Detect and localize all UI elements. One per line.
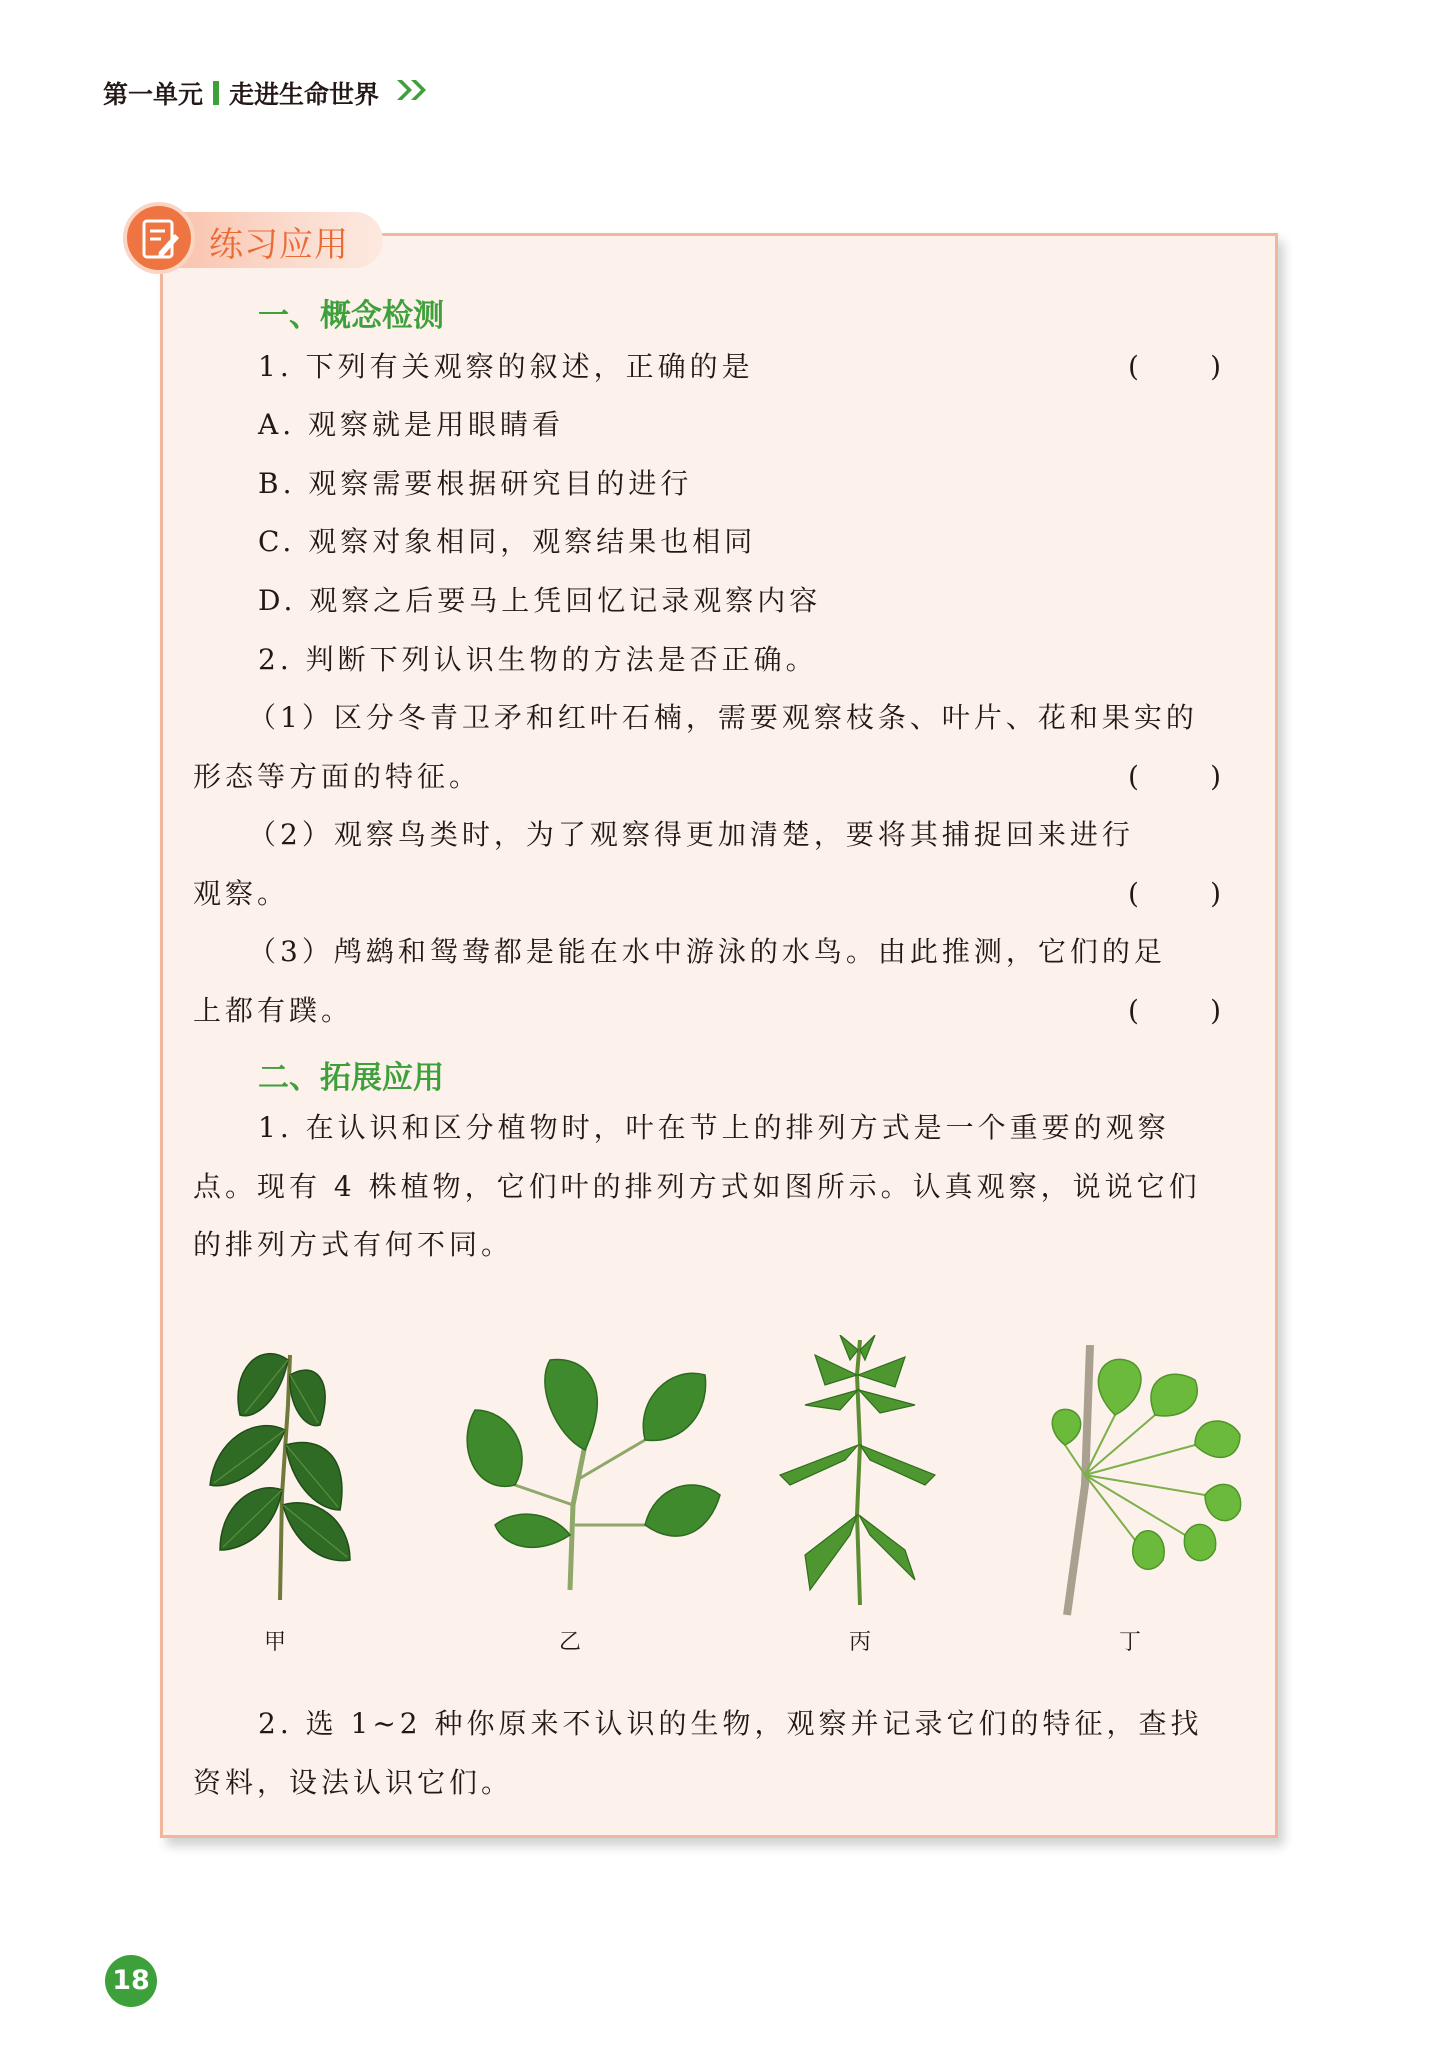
practice-badge xyxy=(123,200,383,280)
judgement-item-line: 形态等方面的特征。 xyxy=(193,760,482,793)
whorled-leaf-branch-icon xyxy=(765,1335,955,1610)
option-a: A. 观察就是用眼睛看 xyxy=(258,408,565,441)
question-line: 2. 选 1~2 种你原来不认识的生物，观察并记录它们的特征，查找 xyxy=(258,1707,1203,1740)
option-c: C. 观察对象相同，观察结果也相同 xyxy=(258,525,757,558)
judgement-item-line: 上都有蹼。 xyxy=(193,994,354,1027)
page-number: 18 xyxy=(105,1955,157,2007)
answer-blank[interactable]: ( ) xyxy=(1128,760,1222,793)
unit-label: 第一单元 xyxy=(103,80,204,109)
judgement-item-line: （2）观察鸟类时，为了观察得更加清楚，要将其捕捉回来进行 xyxy=(248,818,1134,851)
answer-blank[interactable]: ( ) xyxy=(1128,877,1222,910)
badge-label: 练习应用 xyxy=(209,225,349,265)
question-stem: 1. 下列有关观察的叙述，正确的是 xyxy=(258,350,754,383)
question-stem: 2. 判断下列认识生物的方法是否正确。 xyxy=(258,643,818,676)
header-divider xyxy=(213,81,219,105)
option-d: D. 观察之后要马上凭回忆记录观察内容 xyxy=(258,584,822,617)
question-line: 的排列方式有何不同。 xyxy=(193,1228,514,1261)
option-b: B. 观察需要根据研究目的进行 xyxy=(258,467,693,500)
plant-label-ding: 丁 xyxy=(1118,1630,1141,1655)
plant-label-bing: 丙 xyxy=(848,1630,871,1655)
judgement-item-line: 观察。 xyxy=(193,877,290,910)
alternate-leaf-branch-icon xyxy=(200,1345,370,1605)
answer-blank[interactable]: ( ) xyxy=(1128,994,1222,1027)
question-line: 点。现有 4 株植物，它们叶的排列方式如图所示。认真观察，说说它们 xyxy=(193,1170,1201,1203)
plant-label-yi: 乙 xyxy=(558,1630,581,1655)
running-header xyxy=(103,72,429,114)
poplar-leaf-branch-icon xyxy=(455,1355,725,1595)
section-title-concept-check: 一、概念检测 xyxy=(258,298,444,334)
unit-title: 走进生命世界 xyxy=(229,80,380,109)
answer-blank[interactable]: ( ) xyxy=(1128,350,1222,383)
ginkgo-cluster-branch-icon xyxy=(1045,1345,1245,1625)
plant-label-jia: 甲 xyxy=(263,1630,286,1655)
question-line: 资料，设法认识它们。 xyxy=(193,1766,514,1799)
double-chevron-icon xyxy=(395,78,429,108)
notebook-pencil-icon xyxy=(123,202,195,274)
judgement-item-line: （3）鸬鹚和鸳鸯都是能在水中游泳的水鸟。由此推测，它们的足 xyxy=(248,935,1166,968)
judgement-item-line: （1）区分冬青卫矛和红叶石楠，需要观察枝条、叶片、花和果实的 xyxy=(248,701,1198,734)
question-line: 1. 在认识和区分植物时，叶在节上的排列方式是一个重要的观察 xyxy=(258,1111,1170,1144)
section-title-extension: 二、拓展应用 xyxy=(258,1060,444,1096)
